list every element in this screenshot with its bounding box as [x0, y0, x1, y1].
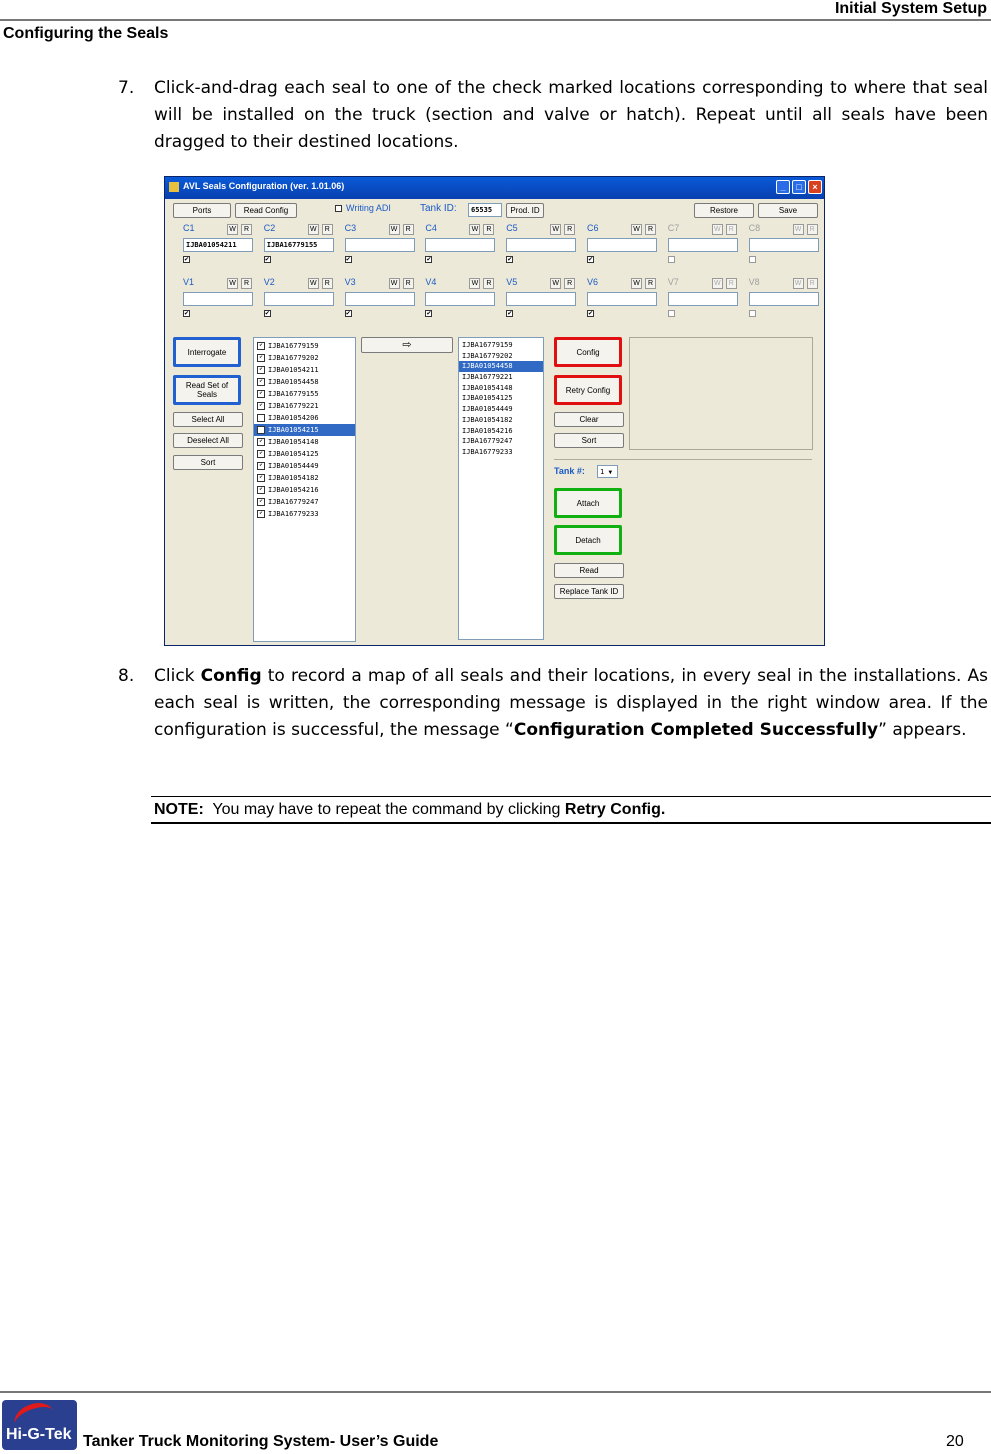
- seal-checkbox[interactable]: ✔: [257, 402, 265, 410]
- select-all-button[interactable]: Select All: [173, 412, 243, 427]
- seal-checkbox[interactable]: ✔: [257, 486, 265, 494]
- slot-seal-field[interactable]: [345, 292, 415, 306]
- slot-read-button[interactable]: R: [726, 278, 737, 289]
- seal-list-item[interactable]: [254, 364, 355, 376]
- slot-seal-field[interactable]: [668, 292, 738, 306]
- seal-id: IJBA16779155: [268, 390, 319, 398]
- slot-read-button[interactable]: R: [807, 278, 818, 289]
- tank-id-field[interactable]: 65535: [468, 203, 502, 217]
- seal-checkbox[interactable]: ✔: [257, 474, 265, 482]
- slot-read-button[interactable]: R: [807, 224, 818, 235]
- slot-seal-field[interactable]: [668, 238, 738, 252]
- slot-write-button[interactable]: W: [550, 224, 561, 235]
- slot-enable-checkbox[interactable]: ✔: [345, 311, 351, 317]
- slot-read-button[interactable]: R: [564, 224, 575, 235]
- slot-enable-checkbox[interactable]: [749, 256, 756, 263]
- seal-list-item[interactable]: [254, 448, 355, 460]
- slot-write-button[interactable]: W: [550, 278, 561, 289]
- detach-button[interactable]: Detach: [554, 525, 622, 555]
- footer-title: Tanker Truck Monitoring System- User’s Guide: [83, 1433, 439, 1450]
- read-set-of-seals-button[interactable]: Read Set of Seals: [173, 375, 241, 405]
- slot-seal-field[interactable]: [506, 292, 576, 306]
- app-titlebar: [165, 177, 824, 199]
- slot-seal-field[interactable]: IJBA16779155: [264, 238, 334, 252]
- slot-read-button[interactable]: R: [726, 224, 737, 235]
- replace-tank-id-button[interactable]: Replace Tank ID: [554, 584, 624, 599]
- slot-enable-checkbox[interactable]: ✔: [345, 257, 351, 263]
- destination-list-item[interactable]: IJBA16779202: [462, 351, 513, 360]
- slot-enable-checkbox[interactable]: ✔: [588, 311, 594, 317]
- slot-write-button[interactable]: W: [631, 224, 642, 235]
- seal-list-item[interactable]: [254, 472, 355, 484]
- slot-label: V3: [344, 277, 356, 287]
- slot-enable-checkbox[interactable]: [749, 310, 756, 317]
- destination-list-item[interactable]: IJBA16779159: [462, 341, 513, 349]
- slot-enable-checkbox[interactable]: [668, 256, 675, 263]
- seal-list-item[interactable]: [254, 460, 355, 472]
- ports-button[interactable]: Ports: [173, 203, 231, 218]
- attach-button[interactable]: Attach: [554, 488, 622, 518]
- slot-read-button[interactable]: R: [322, 278, 333, 289]
- seal-id: IJBA01054182: [268, 474, 319, 482]
- seal-list-item[interactable]: [254, 400, 355, 412]
- header-divider: [0, 19, 991, 21]
- seal-list-item[interactable]: [254, 496, 355, 508]
- retry-config-button[interactable]: Retry Config: [554, 375, 622, 405]
- clear-button[interactable]: Clear: [554, 412, 624, 427]
- sort-right-button[interactable]: Sort: [554, 433, 624, 448]
- seal-checkbox[interactable]: ✔: [257, 498, 265, 506]
- slot-read-button[interactable]: R: [483, 224, 494, 235]
- seal-list-item[interactable]: [254, 424, 355, 436]
- slot-read-button[interactable]: R: [241, 224, 252, 235]
- seal-checkbox[interactable]: [257, 414, 265, 422]
- seal-id: IJBA01054211: [268, 366, 319, 374]
- tank-number-select[interactable]: [597, 465, 618, 478]
- slot-write-button[interactable]: W: [712, 224, 723, 235]
- seal-checkbox[interactable]: ✔: [257, 510, 265, 518]
- slot-label: V2: [263, 277, 275, 287]
- close-icon[interactable]: ×: [808, 180, 822, 194]
- seal-checkbox[interactable]: ✔: [257, 354, 265, 362]
- seal-id: IJBA01054458: [268, 378, 319, 386]
- slot-label: C6: [587, 223, 599, 233]
- slot-seal-field[interactable]: [749, 292, 819, 306]
- step-7-number: 7.: [118, 78, 135, 98]
- slot-seal-field[interactable]: [345, 238, 415, 252]
- seal-id: IJBA16779233: [268, 510, 319, 518]
- slot-enable-checkbox[interactable]: ✔: [184, 257, 190, 263]
- step-8-part3: ” appears.: [878, 720, 967, 740]
- step-7: [118, 75, 988, 156]
- step-8-part1: Click: [154, 666, 201, 686]
- slot-label: V6: [587, 277, 599, 287]
- slot-label: C3: [344, 223, 357, 233]
- seal-id: IJBA01054148: [268, 438, 319, 446]
- slot-enable-checkbox[interactable]: ✔: [588, 257, 594, 263]
- slot-enable-checkbox[interactable]: ✔: [184, 311, 190, 317]
- slot-label: C5: [506, 223, 518, 233]
- destination-list-item[interactable]: IJBA01054125: [462, 394, 513, 403]
- step-8-config-bold: Config: [200, 666, 262, 686]
- company-logo: [2, 1400, 77, 1450]
- slot-enable-checkbox[interactable]: [668, 310, 675, 317]
- step-8-number: 8.: [118, 666, 135, 686]
- slot-label: V1: [183, 277, 195, 287]
- slot-enable-checkbox[interactable]: ✔: [264, 311, 270, 317]
- note-bold: Retry Config.: [564, 801, 666, 818]
- seal-id: IJBA16779202: [268, 354, 319, 362]
- slot-write-button[interactable]: W: [469, 224, 480, 235]
- slot-seal-field[interactable]: [587, 292, 657, 306]
- destination-list-item[interactable]: IJBA16779233: [462, 447, 513, 456]
- slot-read-button[interactable]: R: [403, 224, 414, 235]
- slot-read-button[interactable]: R: [322, 224, 333, 235]
- seal-checkbox[interactable]: ✔: [257, 342, 265, 350]
- config-button[interactable]: Config: [554, 337, 622, 367]
- app-icon: [169, 182, 179, 192]
- note-text: You may have to repeat the command by clicking: [212, 801, 565, 818]
- seal-list-item[interactable]: [254, 412, 355, 424]
- slot-label: C1: [183, 223, 195, 233]
- seal-id: IJBA01054215: [268, 426, 319, 434]
- slot-seal-field[interactable]: [749, 238, 819, 252]
- slot-seal-field[interactable]: [587, 238, 657, 252]
- seal-checkbox[interactable]: ✔: [257, 366, 265, 374]
- tank-number-value: 1: [600, 468, 605, 476]
- slot-read-button[interactable]: R: [483, 278, 494, 289]
- slot-write-button[interactable]: W: [389, 278, 400, 289]
- step-7-text: Click-and-drag each seal to one of the check marked locations corresponding to where that seal will be installed on the truck (section and valve or hatch). Repeat until all seals have been dragged to their destined locations.: [154, 78, 988, 152]
- slot-seal-field[interactable]: [425, 292, 495, 306]
- seal-checkbox[interactable]: ✔: [257, 390, 265, 398]
- destination-list-item[interactable]: IJBA16779221: [462, 373, 513, 382]
- slot-write-button[interactable]: W: [227, 278, 238, 289]
- slot-seal-field[interactable]: [506, 238, 576, 252]
- destination-list-item[interactable]: IJBA16779247: [462, 437, 513, 446]
- destination-list[interactable]: [458, 337, 544, 640]
- seal-list-item[interactable]: [254, 436, 355, 448]
- slot-enable-checkbox[interactable]: ✔: [426, 311, 432, 317]
- seal-id: IJBA01054449: [268, 462, 319, 470]
- slot-label: C2: [263, 223, 276, 233]
- slot-label: C4: [425, 223, 437, 233]
- slot-seal-field[interactable]: [264, 292, 334, 306]
- slot-enable-checkbox[interactable]: ✔: [264, 257, 270, 263]
- app-title: AVL Seals Configuration (ver. 1.01.06): [183, 181, 345, 191]
- seal-list-item[interactable]: [254, 508, 355, 520]
- step-8-success-bold: Configuration Completed Successfully: [513, 720, 879, 740]
- seal-id: IJBA16779247: [268, 498, 319, 506]
- seal-checkbox[interactable]: ✔: [257, 438, 265, 446]
- footer-divider: [0, 1391, 991, 1393]
- seal-list-item[interactable]: [254, 340, 355, 352]
- slot-read-button[interactable]: R: [241, 278, 252, 289]
- read-config-button[interactable]: Read Config: [235, 203, 297, 218]
- chevron-down-icon: ▼: [608, 469, 613, 476]
- restore-button[interactable]: Restore: [694, 203, 754, 218]
- destination-list-item[interactable]: IJBA01054216: [462, 426, 513, 435]
- slot-enable-checkbox[interactable]: ✔: [507, 257, 513, 263]
- destination-list-item[interactable]: IJBA01054458: [459, 361, 543, 372]
- header-chapter-title: Configuring the Seals: [3, 25, 169, 42]
- seal-id: IJBA01054216: [268, 486, 319, 494]
- message-area: [629, 337, 813, 450]
- seal-list[interactable]: [253, 337, 356, 642]
- header-section-title: Initial System Setup: [834, 0, 987, 17]
- seal-checkbox[interactable]: [257, 426, 265, 434]
- prod-id-button[interactable]: Prod. ID: [506, 203, 544, 218]
- step-8-part2: to record a map of all seals and their locations, in every seal in the installations. As each seal is written, the corresponding message is displayed in the right window area. If the configuration is successful, the message “: [154, 666, 988, 740]
- slot-write-button[interactable]: W: [389, 224, 400, 235]
- page-number: 20: [946, 1433, 964, 1450]
- maximize-icon[interactable]: □: [792, 180, 806, 194]
- slot-write-button[interactable]: W: [631, 278, 642, 289]
- writing-adi-checkbox[interactable]: [335, 205, 342, 212]
- step-8-text: [154, 663, 988, 744]
- seal-list-item[interactable]: [254, 484, 355, 496]
- seal-checkbox[interactable]: ✔: [257, 462, 265, 470]
- slot-label: V4: [425, 277, 437, 287]
- app-window-screenshot: [164, 176, 825, 646]
- read-button[interactable]: Read: [554, 563, 624, 578]
- slot-seal-field[interactable]: [183, 292, 253, 306]
- slot-read-button[interactable]: R: [645, 224, 656, 235]
- deselect-all-button[interactable]: Deselect All: [173, 433, 243, 448]
- slot-write-button[interactable]: W: [793, 278, 804, 289]
- slot-label: C8: [748, 223, 761, 233]
- seal-id: IJBA16779221: [268, 402, 319, 410]
- seal-list-item[interactable]: [254, 376, 355, 388]
- seal-checkbox[interactable]: ✔: [257, 378, 265, 386]
- save-button[interactable]: Save: [758, 203, 818, 218]
- minimize-icon[interactable]: _: [776, 180, 790, 194]
- seal-id: IJBA01054206: [268, 414, 319, 422]
- slot-write-button[interactable]: W: [227, 224, 238, 235]
- slot-enable-checkbox[interactable]: ✔: [426, 257, 432, 263]
- slot-label: C7: [667, 223, 680, 233]
- seal-id: IJBA01054125: [268, 450, 319, 458]
- destination-list-item[interactable]: IJBA01054182: [462, 415, 513, 424]
- destination-list-item[interactable]: IJBA01054148: [462, 383, 513, 392]
- interrogate-button[interactable]: Interrogate: [173, 337, 241, 367]
- sort-left-button[interactable]: Sort: [173, 455, 243, 470]
- seal-id: IJBA16779159: [268, 342, 319, 350]
- slot-read-button[interactable]: R: [645, 278, 656, 289]
- slot-enable-checkbox[interactable]: ✔: [507, 311, 513, 317]
- slot-read-button[interactable]: R: [403, 278, 414, 289]
- slot-seal-field[interactable]: IJBA01054211: [183, 238, 253, 252]
- slot-read-button[interactable]: R: [564, 278, 575, 289]
- tank-number-label: Tank #:: [554, 466, 585, 476]
- note-label: NOTE:: [154, 801, 204, 818]
- note-box: [151, 796, 991, 824]
- destination-list-item[interactable]: IJBA01054449: [462, 405, 513, 414]
- move-arrow-button[interactable]: ⇨: [361, 337, 453, 353]
- slot-label: V7: [667, 277, 679, 287]
- slot-write-button[interactable]: W: [308, 224, 319, 235]
- tank-id-label: Tank ID:: [420, 203, 457, 214]
- logo-text: Hi-G-Tek: [6, 1426, 72, 1443]
- step-8: [118, 663, 988, 744]
- right-divider: [554, 459, 812, 460]
- slot-write-button[interactable]: W: [308, 278, 319, 289]
- seal-checkbox[interactable]: ✔: [257, 450, 265, 458]
- slot-write-button[interactable]: W: [793, 224, 804, 235]
- seal-list-item[interactable]: [254, 352, 355, 364]
- slot-label: V5: [506, 277, 518, 287]
- seal-list-item[interactable]: [254, 388, 355, 400]
- slot-write-button[interactable]: W: [712, 278, 723, 289]
- slot-seal-field[interactable]: [425, 238, 495, 252]
- slot-label: V8: [748, 277, 760, 287]
- slot-write-button[interactable]: W: [469, 278, 480, 289]
- writing-adi-label: Writing ADI: [346, 203, 391, 213]
